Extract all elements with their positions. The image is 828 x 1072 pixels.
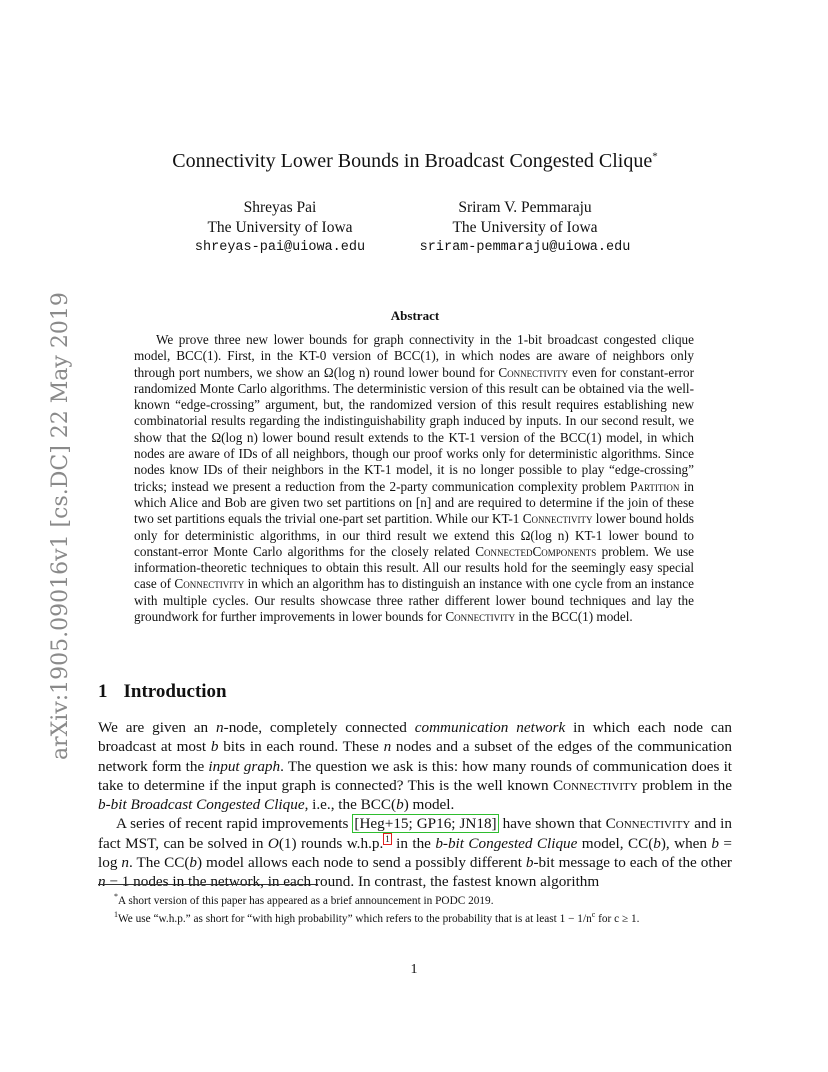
section-title: Introduction — [123, 681, 227, 702]
paper-title — [120, 150, 710, 173]
author-affiliation: The University of Iowa — [207, 219, 353, 236]
paper-title-text: Connectivity Lower Bounds in Broadcast Congested Clique — [172, 150, 653, 172]
footnotes — [98, 890, 732, 927]
page-number: 1 — [410, 962, 418, 977]
introduction-body — [98, 718, 732, 892]
footnote-link[interactable]: 1 — [385, 833, 390, 844]
footnote-1: *A short version of this paper has appeared as a brief announcement in PODC 2019. — [114, 892, 494, 907]
author-name: Shreyas Pai — [243, 199, 317, 216]
footnote-2: $^1$We use “w.h.p.” as short for “with high probability” which refers to the probability that is at least $1 - 1/n^c$ for c ≥ 1. — [114, 910, 640, 926]
author-email[interactable]: shreyas-pai@uiowa.edu — [194, 240, 366, 255]
intro-paragraph-2: A series of recent rapid improvements [Heg+15; GP16; JN18] have shown that Connectivity and in fact MST, can be solved in O(1) rounds w.h.p. $^1$ in the b-bit Congested Clique model, CC(b), when b = log n. The CC(b) model allows each node to send a possibly different b-bit message to each of the other n − 1 nodes in the network, in each round. In contrast, the fastest known algorithm — [98, 815, 732, 891]
author-affiliation: The University of Iowa — [452, 219, 598, 236]
abstract-heading: Abstract — [390, 308, 440, 323]
arxiv-identifier-stamp — [10, 270, 73, 770]
arxiv-identifier: arXiv:1905.09016v1 [cs.DC] 22 May 2019 — [48, 292, 73, 760]
author-block-1 — [180, 198, 380, 258]
title-footnote-mark: * — [652, 150, 658, 163]
author-name: Sriram V. Pemmaraju — [458, 199, 592, 216]
footnote-rule — [98, 884, 318, 885]
author-email[interactable]: sriram-pemmaraju@uiowa.edu — [419, 240, 631, 255]
citation-link[interactable]: [Heg+15; GP16; JN18] — [354, 815, 497, 833]
abstract-text: We prove three new lower bounds for graph connectivity in the 1-bit broadcast congested clique model, BCC(1). First, in the KT-0 version of BCC(1), in which nodes are aware of neighbors only through port numbers, we show an Ω(log n) round lower bound for Connectivity even for constant-error randomized Monte Carlo algorithms. The deterministic version of this result can be obtained via the well-known “edge-crossing” argument, but, the randomized version of this result requires establishing new combinatorial results regarding the indistinguishability graph induced by inputs. In our second result, we show that the Ω(log n) lower bound result extends to the KT-1 version of the BCC(1) model, in which nodes are aware of IDs of all neighbors, though our proof works only for deterministic algorithms. Since nodes know IDs of their neighbors in the KT-1 model, it is no longer possible to play “edge-crossing” tricks; instead we present a reduction from the 2-party communication complexity problem Partition in which Alice and Bob are given two set partitions on [n] and are required to determine if the join of these two set partitions equals the trivial one-part set partition. While our KT-1 Connectivity lower bound holds only for deterministic algorithms, in our third result we extend this Ω(log n) KT-1 lower bound to constant-error Monte Carlo algorithms for the closely related ConnectedComponents problem. We use information-theoretic techniques to obtain this result. All our results hold for the seemingly easy special case of Connectivity in which an algorithm has to distinguish an instance with one cycle from an instance with multiple cycles. Our results showcase three rather different lower bound techniques and lay the groundwork for further improvements in lower bounds for Connectivity in the BCC(1) model. — [134, 332, 694, 625]
section-number: 1 — [98, 681, 108, 702]
section-heading — [98, 681, 227, 703]
intro-paragraph-1: We are given an n-node, completely connected communication network in which each node can broadcast at most b bits in each round. These n nodes and a subset of the edges of the communication network form the input graph. The question we ask is this: how many rounds of communication does it take to determine if the input graph is connected? This is the well known Connectivity problem in the b-bit Broadcast Congested Clique, i.e., the BCC(b) model. — [98, 719, 733, 814]
author-block-2 — [405, 198, 645, 258]
